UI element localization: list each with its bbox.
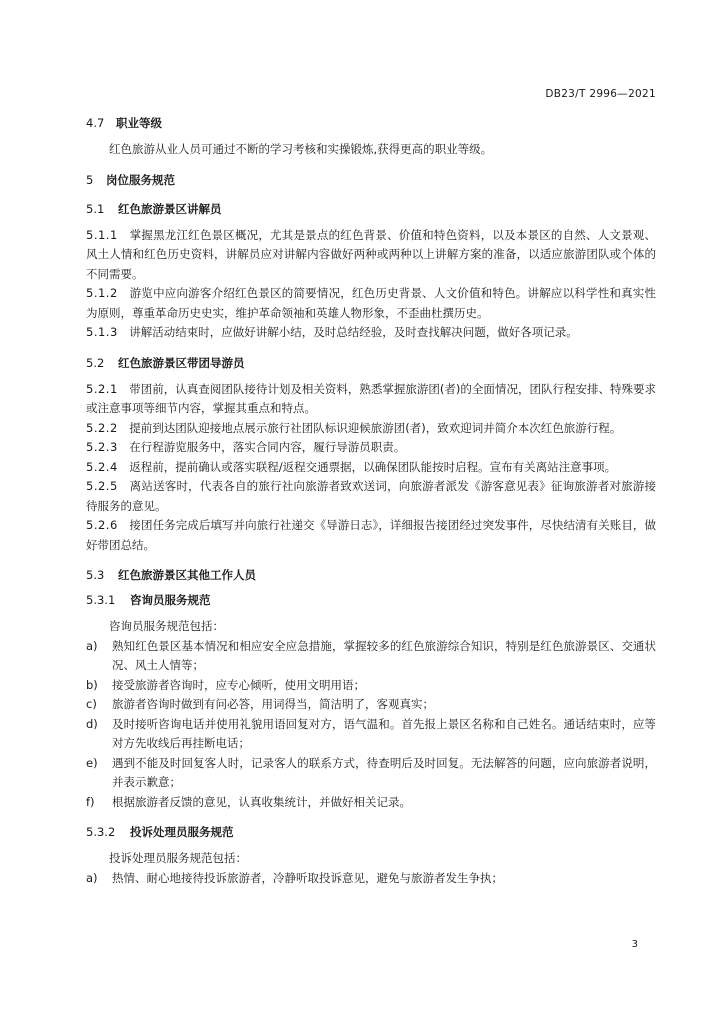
section-5-1-heading: [86, 201, 656, 218]
clause-number: 5.2.1: [86, 381, 118, 396]
clause-5-2-5: [86, 477, 656, 516]
list-intro: 投诉处理员服务规范包括：: [109, 851, 247, 865]
section-number: 5.1: [86, 201, 105, 216]
list-marker: f): [86, 794, 95, 809]
clause-text: 接团任务完成后填写并向旅行社递交《导游日志》，详细报告接团经过突发事件，尽快结清有关账目，做好带团总结。: [86, 518, 657, 552]
section-number: 4.7: [86, 116, 105, 130]
list-marker: a): [86, 638, 98, 653]
section-5-heading: [86, 172, 656, 189]
section-4-7-text: 红色旅游从业人员可通过不断的学习考核和实操锻炼,获得更高的职业等级。: [109, 142, 493, 156]
section-title: 岗位服务规范: [106, 172, 175, 187]
section-title: 投诉处理员服务规范: [130, 825, 234, 839]
clause-text: 讲解活动结束时，应做好讲解小结，及时总结经验，及时查找解决问题，做好各项记录。: [129, 325, 578, 339]
list-item: [86, 715, 656, 754]
list-item: [86, 637, 656, 676]
section-5-2-heading: [86, 355, 656, 372]
clause-number: 5.2.3: [86, 440, 118, 454]
list-marker: a): [86, 870, 98, 885]
clause-5-1-1: [86, 226, 656, 285]
clause-text: 提前到达团队迎接地点展示旅行社团队标识迎候旅游团(者)，致欢迎词并简介本次红色旅游行程。: [129, 420, 622, 435]
clause-5-1-2: [86, 284, 656, 323]
clause-5-2-4: [86, 458, 656, 478]
list-item-text: 旅游者咨询时做到有问必答，用词得当，简洁明了，客观真实；: [112, 697, 434, 711]
list-item-text: 热情、耐心地接待投诉旅游者，冷静听取投诉意见，避免与旅游者发生争执；: [112, 870, 503, 885]
clause-text: 掌握黑龙江红色景区概况，尤其是景点的红色背景、价值和特色资料，以及本景区的自然、人文景观、风土人情和红色历史资料，讲解员应对讲解内容做好两种或两种以上讲解方案的准备，以适应旅游团队或个体的不同需要。: [86, 227, 656, 281]
clause-5-1-3: [86, 323, 656, 343]
list-item-text: 及时接听咨询电话并使用礼貌用语回复对方，语气温和。首先报上景区名称和自己姓名。通话结束时，应等对方先收线后再挂断电话；: [112, 716, 656, 750]
section-5-3-1-heading: [86, 592, 656, 609]
list-item: [86, 869, 656, 889]
clause-number: 5.2.6: [86, 518, 118, 532]
clause-number: 5.2.4: [86, 459, 118, 474]
list-item-text: 根据旅游者反馈的意见，认真收集统计，并做好相关记录。: [112, 794, 411, 809]
clause-5-2-3: [86, 438, 656, 458]
section-title: 红色旅游景区带团导游员: [118, 355, 245, 370]
section-number: 5: [86, 172, 94, 187]
section-number: 5.3.2: [86, 825, 116, 839]
clause-number: 5.1.1: [86, 227, 118, 242]
section-number: 5.3.1: [86, 593, 116, 607]
section-title: 红色旅游景区讲解员: [118, 201, 222, 216]
section-title: 咨询员服务规范: [130, 593, 211, 607]
list-item: [86, 793, 656, 813]
list-marker: b): [86, 677, 98, 692]
clause-text: 离站送客时，代表各自的旅行社向旅游者致欢送词，向旅游者派发《游客意见表》征询旅游者对旅游接待服务的意见。: [86, 479, 656, 513]
clause-5-2-2: [86, 419, 656, 439]
clause-number: 5.1.3: [86, 325, 118, 339]
list-item-text: 接受旅游者咨询时，应专心倾听，使用文明用语；: [112, 677, 365, 692]
clause-5-2-6: [86, 516, 656, 555]
clause-5-2-1: [86, 380, 656, 419]
clause-number: 5.2.5: [86, 479, 118, 493]
list-item: [86, 695, 656, 715]
section-number: 5.2: [86, 355, 105, 370]
standard-code: DB23/T 2996—2021: [545, 88, 656, 100]
list-marker: e): [86, 755, 98, 770]
list-intro: 咨询员服务规范包括：: [109, 619, 224, 633]
list-item: [86, 676, 656, 696]
section-5-3-heading: [86, 567, 656, 584]
clause-text: 在行程游览服务中，落实合同内容，履行导游员职责。: [129, 440, 406, 454]
section-4-7-heading: [86, 115, 656, 132]
list-marker: c): [86, 697, 97, 711]
clause-text: 返程前，提前确认或落实联程/返程交通票据，以确保团队能按时启程。宣布有关离站注意事项。: [129, 459, 617, 474]
list-item: [86, 754, 656, 793]
clause-text: 游览中应向游客介绍红色景区的简要情况，红色历史背景、人文价值和特色。讲解应以科学性和真实性为原则，尊重革命历史史实，维护革命领袖和英雄人物形象，不歪曲杜撰历史。: [86, 286, 656, 320]
section-5-3-2-heading: [86, 824, 656, 841]
clause-number: 5.2.2: [86, 420, 118, 435]
section-title: 职业等级: [116, 116, 162, 130]
list-item-text: 遇到不能及时回复客人时，记录客人的联系方式，待查明后及时回复。无法解答的问题，应向旅游者说明，并表示歉意；: [112, 755, 656, 789]
page-content: [86, 115, 656, 888]
list-item-text: 熟知红色景区基本情况和相应安全应急措施，掌握较多的红色旅游综合知识，特别是红色旅游景区、交通状况、风土人情等；: [112, 638, 656, 672]
section-title: 红色旅游景区其他工作人员: [118, 568, 256, 582]
section-number: 5.3: [86, 568, 105, 582]
page-number: 3: [631, 939, 638, 950]
clause-number: 5.1.2: [86, 286, 118, 300]
list-marker: d): [86, 716, 98, 731]
clause-text: 带团前，认真查阅团队接待计划及相关资料，熟悉掌握旅游团(者)的全面情况，团队行程安排、特殊要求或注意事项等细节内容，掌握其重点和特点。: [86, 381, 657, 415]
